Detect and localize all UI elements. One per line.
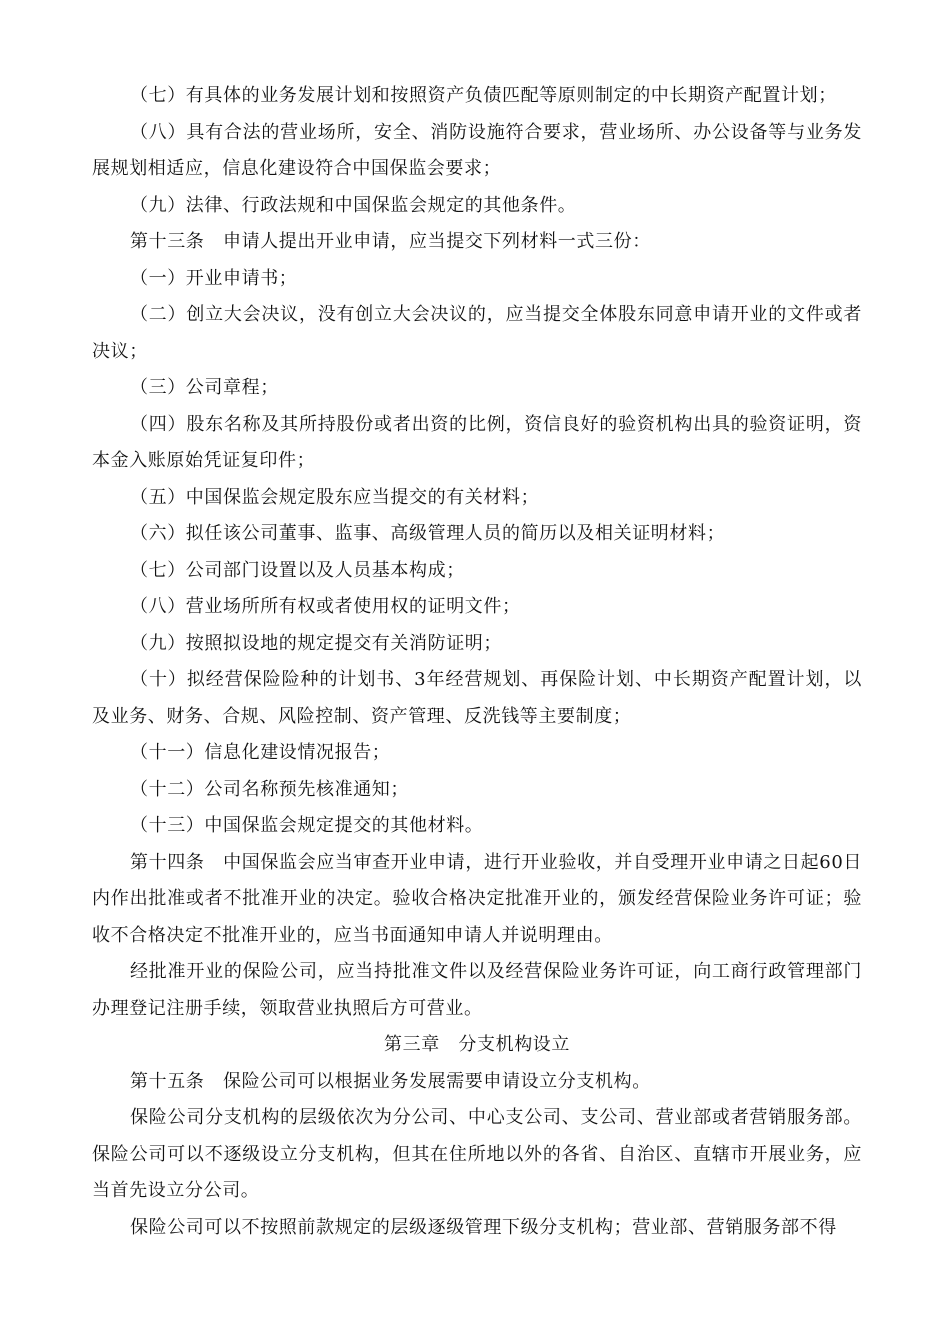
document-body (92, 78, 862, 1246)
item-1-application: （一）开业申请书； (130, 267, 298, 289)
article-13: 第十三条 申请人提出开业申请，应当提交下列材料一式三份： (130, 231, 651, 252)
clause-7-business-plan: （七）有具体的业务发展计划和按照资产负债匹配等原则制定的中长期资产配置计划； (130, 85, 837, 106)
item-6-resumes: （六）拟任该公司董事、监事、高级管理人员的简历以及相关证明材料； (130, 523, 726, 544)
item-8-premises-proof: （八）营业场所所有权或者使用权的证明文件； (130, 596, 521, 617)
chapter-heading: 第三章 分支机构设立 (384, 1034, 570, 1055)
item-10-plans: （十）拟经营保险险种的计划书、3年经营规划、再保险计划、中长期资产配置计划，以及业务、财务、合规、风险控制、资产管理、反洗钱等主要制度； (92, 669, 862, 727)
clause-8-premises: （八）具有合法的营业场所，安全、消防设施符合要求，营业场所、办公设备等与业务发展规划相适应，信息化建设符合中国保监会要求； (92, 121, 862, 179)
item-11-it-report: （十一）信息化建设情况报告； (130, 742, 391, 763)
article-15: 第十五条 保险公司可以根据业务发展需要申请设立分支机构。 (130, 1070, 651, 1092)
item-5-shareholder-materials: （五）中国保监会规定股东应当提交的有关材料； (130, 486, 540, 508)
article-15-branch-levels: 保险公司分支机构的层级依次为分公司、中心支公司、支公司、营业部或者营销服务部。保险公司可以不逐级设立分支机构，但其在住所地以外的各省、自治区、直辖市开展业务，应当首先设立分公司。 (92, 1107, 862, 1201)
article-14: 第十四条 中国保监会应当审查开业申请，进行开业验收，并自受理开业申请之日起60日内作出批准或者不批准开业的决定。验收合格决定批准开业的，颁发经营保险业务许可证；验收不合格决定不批准开业的，应当书面通知申请人并说明理由。 (92, 851, 862, 946)
item-3-articles: （三）公司章程； (130, 377, 279, 398)
clause-9-other-conditions: （九）法律、行政法规和中国保监会规定的其他条件。 (130, 194, 577, 216)
item-7-departments: （七）公司部门设置以及人员基本构成； (130, 559, 465, 581)
item-2-resolution: （二）创立大会决议，没有创立大会决议的，应当提交全体股东同意申请开业的文件或者决议； (92, 304, 862, 362)
item-4-shareholders: （四）股东名称及其所持股份或者出资的比例，资信良好的验资机构出具的验资证明，资本金入账原始凭证复印件； (92, 413, 862, 471)
item-9-fire-proof: （九）按照拟设地的规定提交有关消防证明； (130, 632, 502, 654)
article-14-registration: 经批准开业的保险公司，应当持批准文件以及经营保险业务许可证，向工商行政管理部门办理登记注册手续，领取营业执照后方可营业。 (92, 961, 862, 1019)
item-13-other-materials: （十三）中国保监会规定提交的其他材料。 (130, 815, 484, 836)
item-12-name-approval: （十二）公司名称预先核准通知； (130, 778, 409, 800)
article-15-branch-management: 保险公司可以不按照前款规定的层级逐级管理下级分支机构；营业部、营销服务部不得 (130, 1216, 837, 1238)
